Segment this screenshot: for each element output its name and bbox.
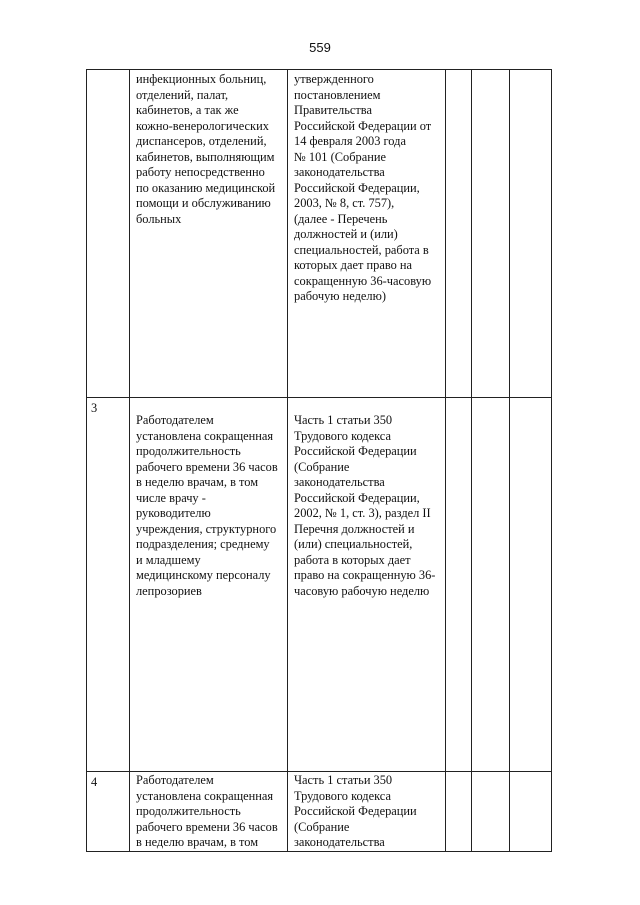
row-number: 3 [91, 401, 98, 415]
table-row [87, 398, 552, 772]
empty-cell-2 [472, 772, 510, 852]
empty-cell-3 [510, 772, 552, 852]
legal-reference-cell [288, 772, 446, 852]
row-number [87, 70, 129, 73]
empty-cell-3 [510, 70, 552, 398]
legal-reference-text: утвержденного постановлением Правительства Российской Федерации от 14 февраля 2003 года № 101 (Собрание законодательства Российской Федерации, 2003, № 8, ст. 757), (далее - Перечень должностей и (или) специальностей, работа в которых дает право на сокращенную 36-часовую рабочую неделю) [294, 72, 432, 303]
page-number: 559 [309, 40, 331, 55]
legal-reference-text: Часть 1 статьи 350 Трудового кодекса Российской Федерации (Собрание законодательства Российской Федерации, 2002, № 1, ст. 3), раздел II Перечня должностей и (или) специальностей, работа в которых дает право на сокращенную 36- часовую рабочую неделю [294, 413, 436, 598]
legal-reference-text: Часть 1 статьи 350 Трудового кодекса Российской Федерации (Собрание законодательства [294, 773, 417, 849]
requirement-text: инфекционных больниц, отделений, палат, кабинетов, а так же кожно-венерологических диспансеров, отделений, кабинетов, выполняющим работу непосредственно по оказанию медицинской помощи и обслуживанию больных [136, 72, 276, 226]
empty-cell-2 [472, 70, 510, 398]
row-number-cell [87, 70, 130, 398]
table-row [87, 70, 552, 398]
requirement-cell [130, 398, 288, 772]
requirement-text: Работодателем установлена сокращенная продолжительность рабочего времени 36 часов в неделю врачам, в том [136, 773, 278, 849]
row-number: 4 [91, 775, 98, 789]
row-number-cell [87, 772, 130, 852]
empty-cell-2 [472, 398, 510, 772]
legal-reference-cell [288, 70, 446, 398]
requirement-cell [130, 70, 288, 398]
empty-cell-1 [446, 772, 472, 852]
row-number-cell [87, 398, 130, 772]
requirement-cell [130, 772, 288, 852]
empty-cell-1 [446, 70, 472, 398]
requirements-table [86, 69, 552, 852]
requirement-text: Работодателем установлена сокращенная продолжительность рабочего времени 36 часов в неделю врачам, в том числе врачу - руководителю учреждения, структурного подразделения; среднему и младшему медицинскому персоналу лепрозориев [136, 413, 278, 598]
empty-cell-1 [446, 398, 472, 772]
legal-reference-cell [288, 398, 446, 772]
table-row [87, 772, 552, 852]
empty-cell-3 [510, 398, 552, 772]
